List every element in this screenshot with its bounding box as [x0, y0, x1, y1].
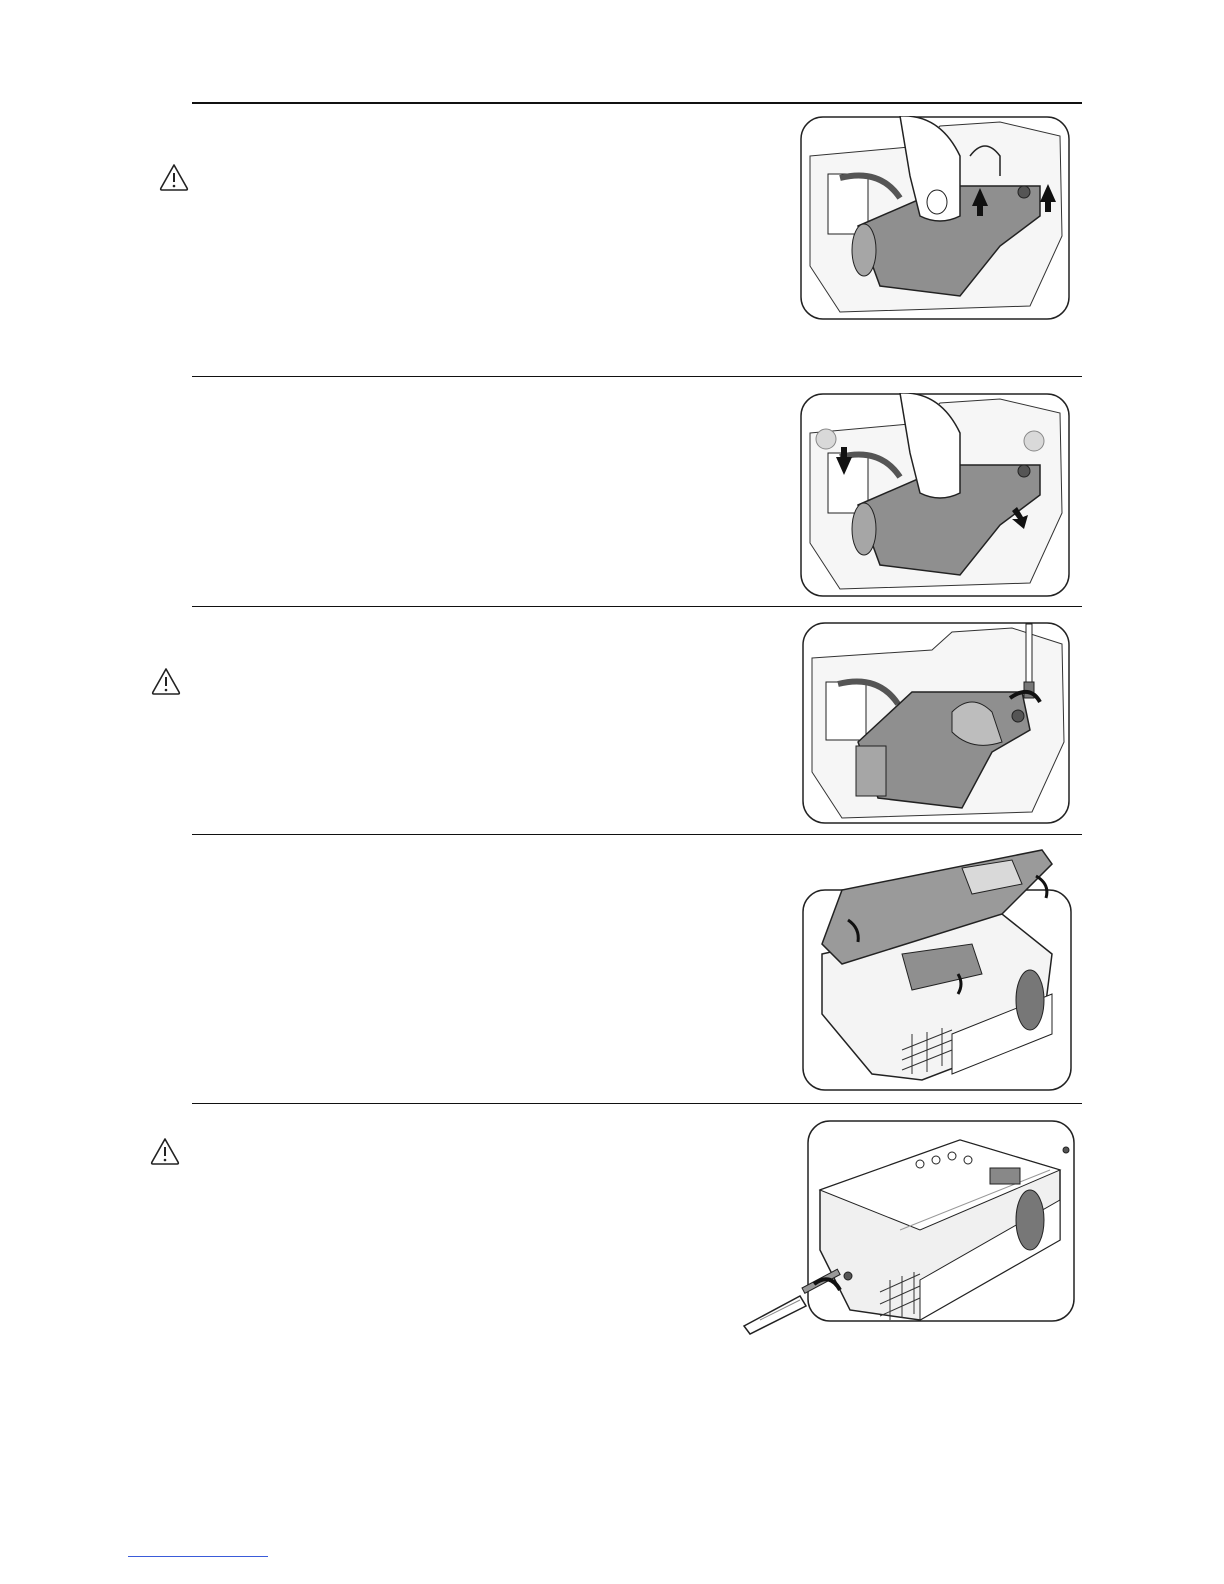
illustration-lamp-screws: [802, 622, 1070, 824]
footer-link-underline[interactable]: [128, 1556, 268, 1557]
screwdriver-icon: [1024, 624, 1034, 698]
section-divider-3: [192, 606, 1082, 607]
illustration-lamp-removal: [800, 116, 1070, 320]
section-divider-1: [192, 102, 1082, 104]
warning-triangle-icon: [149, 1136, 181, 1166]
section-divider-5: [192, 1103, 1082, 1104]
section-divider-2: [192, 376, 1082, 377]
section-divider-4: [192, 834, 1082, 835]
illustration-cover-screws: [740, 1120, 1076, 1336]
illustration-lamp-cover: [802, 844, 1072, 1092]
warning-triangle-icon: [158, 162, 190, 192]
warning-triangle-icon: [150, 666, 182, 696]
illustration-lamp-insertion: [800, 393, 1070, 597]
